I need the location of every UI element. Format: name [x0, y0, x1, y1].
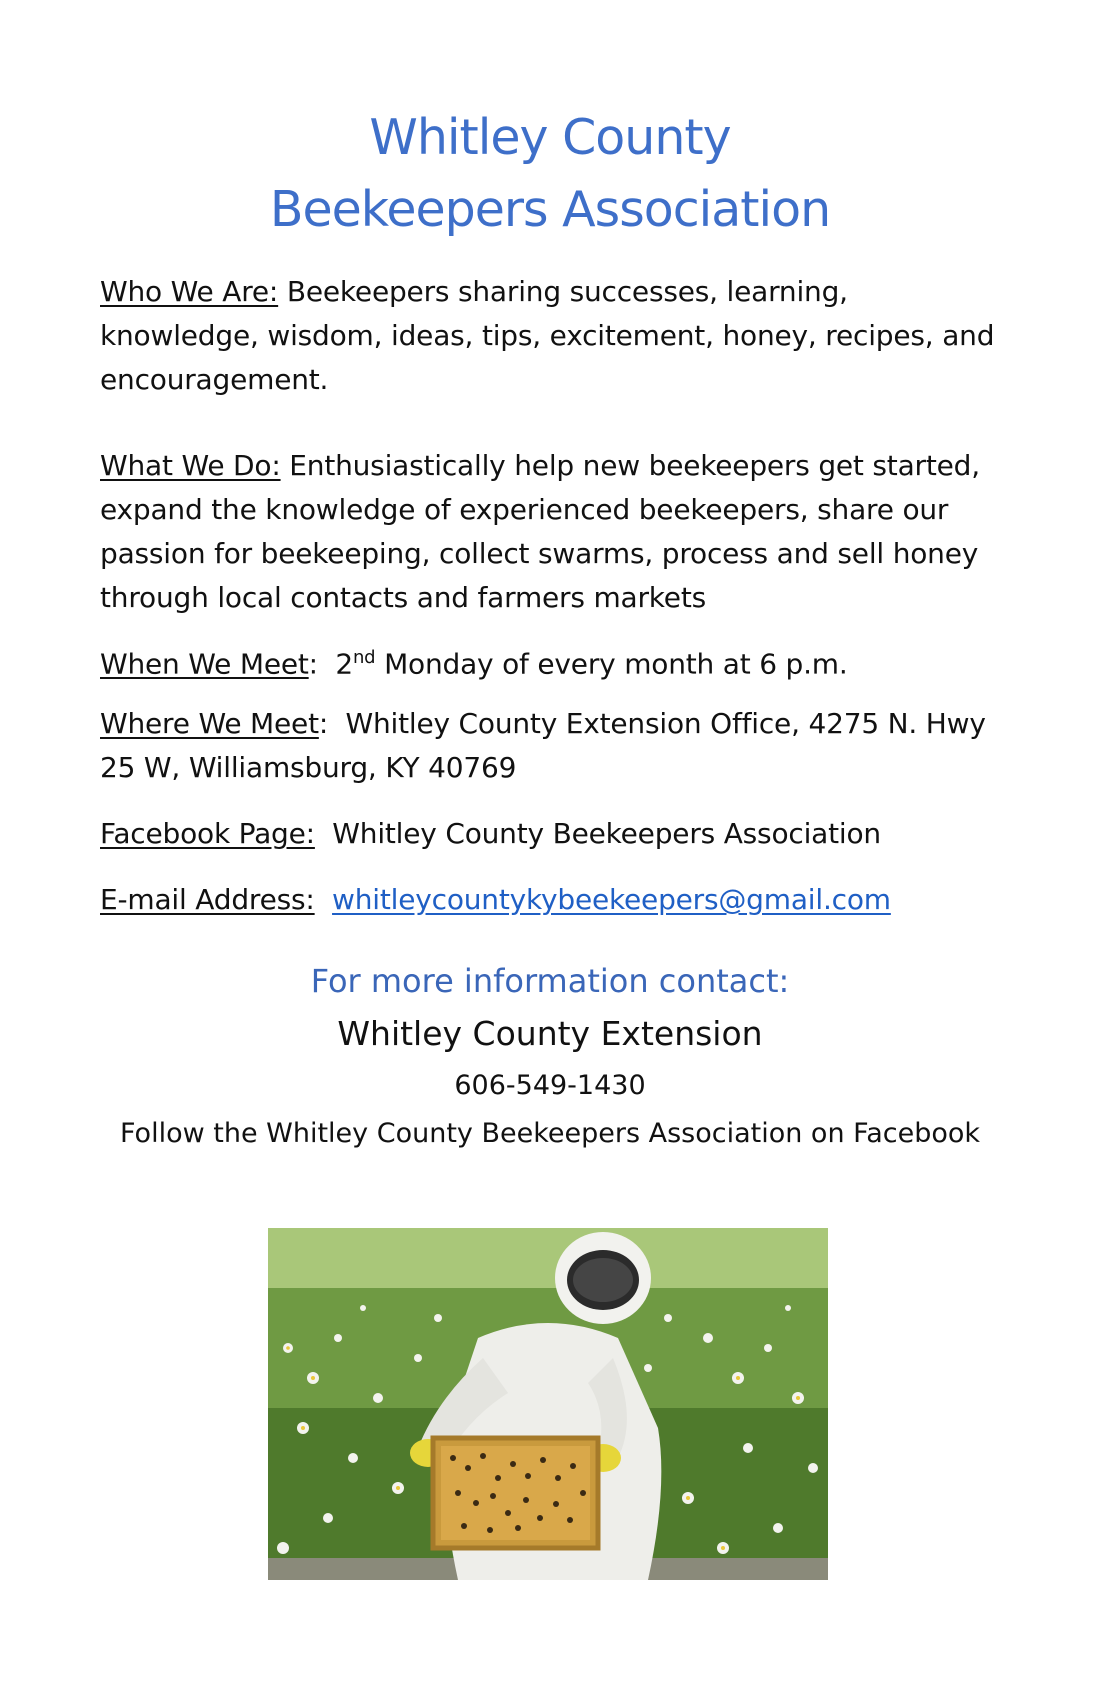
page-title: [0, 102, 1100, 246]
title-line-2: Beekeepers Association: [269, 181, 831, 238]
what-we-do-text: Enthusiastically help new beekeepers get started, expand the knowledge of experienced beekeepers, share our passion for beekeeping, collect swarms, process and sell honey through local contacts and farmers markets: [100, 449, 980, 614]
when-we-meet-colon: :: [308, 647, 336, 681]
facebook-page-label: Facebook Page:: [100, 817, 315, 850]
contact-heading: For more information contact:: [310, 962, 790, 1000]
who-we-are-section: [100, 270, 1000, 402]
email-section: [100, 878, 1000, 922]
when-we-meet-label: When We Meet: [100, 647, 309, 681]
what-we-do-section: [100, 444, 1000, 620]
contact-follow-text: Follow the Whitley County Beekeepers Association on Facebook: [119, 1118, 981, 1149]
facebook-page-text: Whitley County Beekeepers Association: [314, 817, 881, 850]
when-we-meet-section: [100, 636, 1000, 686]
contact-org: Whitley County Extension: [337, 1014, 763, 1053]
where-we-meet-label: Where We Meet: [100, 707, 319, 740]
when-we-meet-ordinal-suffix: nd: [352, 647, 376, 668]
beekeeper-photo: [268, 1228, 828, 1580]
title-line-1: Whitley County: [369, 109, 731, 166]
contact-phone: 606-549-1430: [454, 1070, 646, 1101]
email-label: E-mail Address:: [100, 883, 315, 916]
who-we-are-label: Who We Are:: [100, 275, 279, 308]
who-we-are-text: Beekeepers sharing successes, learning, knowledge, wisdom, ideas, tips, excitement, honey, recipes, and encouragement.: [100, 275, 995, 396]
where-we-meet-text: : Whitley County Extension Office, 4275 N. Hwy 25 W, Williamsburg, KY 40769: [100, 707, 995, 784]
what-we-do-label: What We Do:: [100, 449, 281, 482]
email-link[interactable]: whitleycountykybeekeepers@gmail.com: [332, 883, 891, 916]
where-we-meet-section: [100, 702, 1000, 790]
when-we-meet-text: Monday of every month at 6 p.m.: [375, 647, 848, 681]
when-we-meet-ordinal: 2: [335, 647, 353, 681]
facebook-page-section: [100, 812, 1000, 856]
